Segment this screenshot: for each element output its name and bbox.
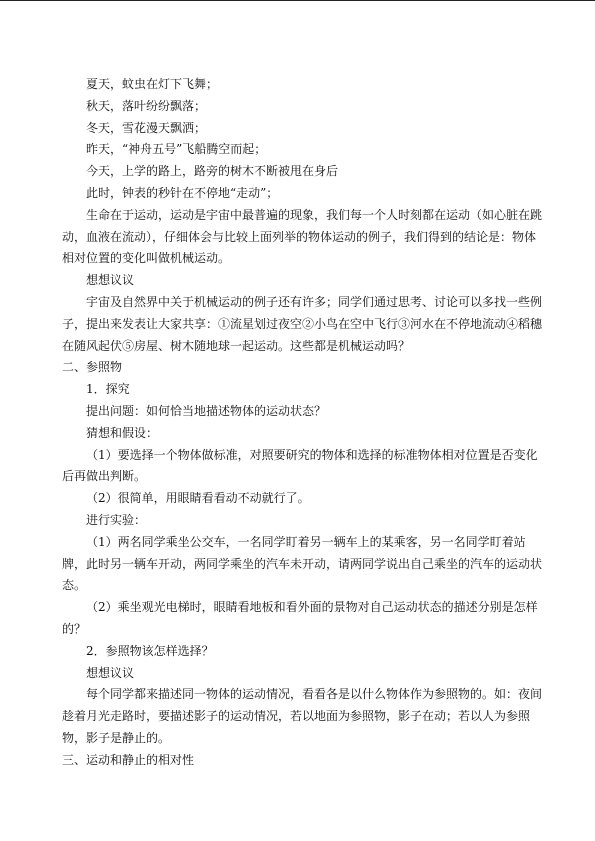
- subsection-explore: 1．探究: [86, 382, 130, 397]
- paragraph-conclusion: 生命在于运动，运动是宇宙中最普遍的现象，我们每一个人时刻都在运动（如心脏在跳动，血液在流动），仔细体会与比较上面列举的物体运动的例子，我们得到的结论是：物体相对位置的变化叫做机械运动。: [62, 207, 543, 266]
- line-now: 此时，钟表的秒针在不停地“走动”；: [86, 185, 279, 200]
- heading-think-discuss: 想想议议: [86, 273, 135, 288]
- line-experiment: 进行实验：: [86, 512, 147, 527]
- paragraph-examples: 宇宙及自然界中关于机械运动的例子还有许多；同学们通过思考、讨论可以多找一些例子，提出来发表让大家共享：①流星划过夜空②小鸟在空中飞行③河水在不停地流动④稻穗在随风起伏⑤房屋、树木随地球一起运动。这些都是机械运动吗？: [62, 294, 543, 353]
- experiment-2: （2）乘坐观光电梯时，眼睛看地板和看外面的景物对自己运动状态的描述分别是怎样的？: [62, 600, 538, 636]
- line-winter: 冬天，雪花漫天飘洒；: [86, 120, 207, 135]
- line-today: 今天，上学的路上，路旁的树木不断被甩在身后: [86, 164, 339, 179]
- heading-think-discuss-2: 想想议议: [86, 665, 135, 680]
- line-question: 提出问题：如何恰当地描述物体的运动状态？: [86, 403, 327, 418]
- line-summer: 夏天，蚊虫在灯下飞舞；: [86, 77, 219, 91]
- line-hypothesis: 猜想和假设：: [86, 425, 159, 440]
- page-top-rule: [0, 0, 595, 1]
- line-autumn: 秋天，落叶纷纷飘落；: [86, 98, 207, 113]
- paragraph-shadow: 每个同学都来描述同一物体的运动情况，看看各是以什么物体作为参照物的。如：夜间趁着月光走路时，要描述影子的运动情况，若以地面为参照物，影子在动；若以人为参照物，影子是静止的。: [62, 687, 543, 745]
- line-yesterday: 昨天，“神舟五号”飞船腾空而起；: [86, 142, 267, 157]
- subsection-choose-reference: 2．参照物该怎样选择？: [86, 643, 214, 658]
- hypothesis-2: （2）很简单，用眼睛看看动不动就行了。: [86, 491, 310, 506]
- section-reference-object: 二、参照物: [62, 360, 123, 375]
- hypothesis-1: （1）要选择一个物体做标准，对照要研究的物体和选择的标准物体相对位置是否变化后再做出判断。: [62, 447, 538, 484]
- document-body: [62, 74, 546, 772]
- experiment-1: （1）两名同学乘坐公交车，一名同学盯着另一辆车上的某乘客，另一名同学盯着站牌，此时另一辆车开动，两同学乘坐的汽车未开动，请两同学说出自己乘坐的汽车的运动状态。: [62, 534, 543, 593]
- section-relativity: 三、运动和静止的相对性: [62, 752, 195, 767]
